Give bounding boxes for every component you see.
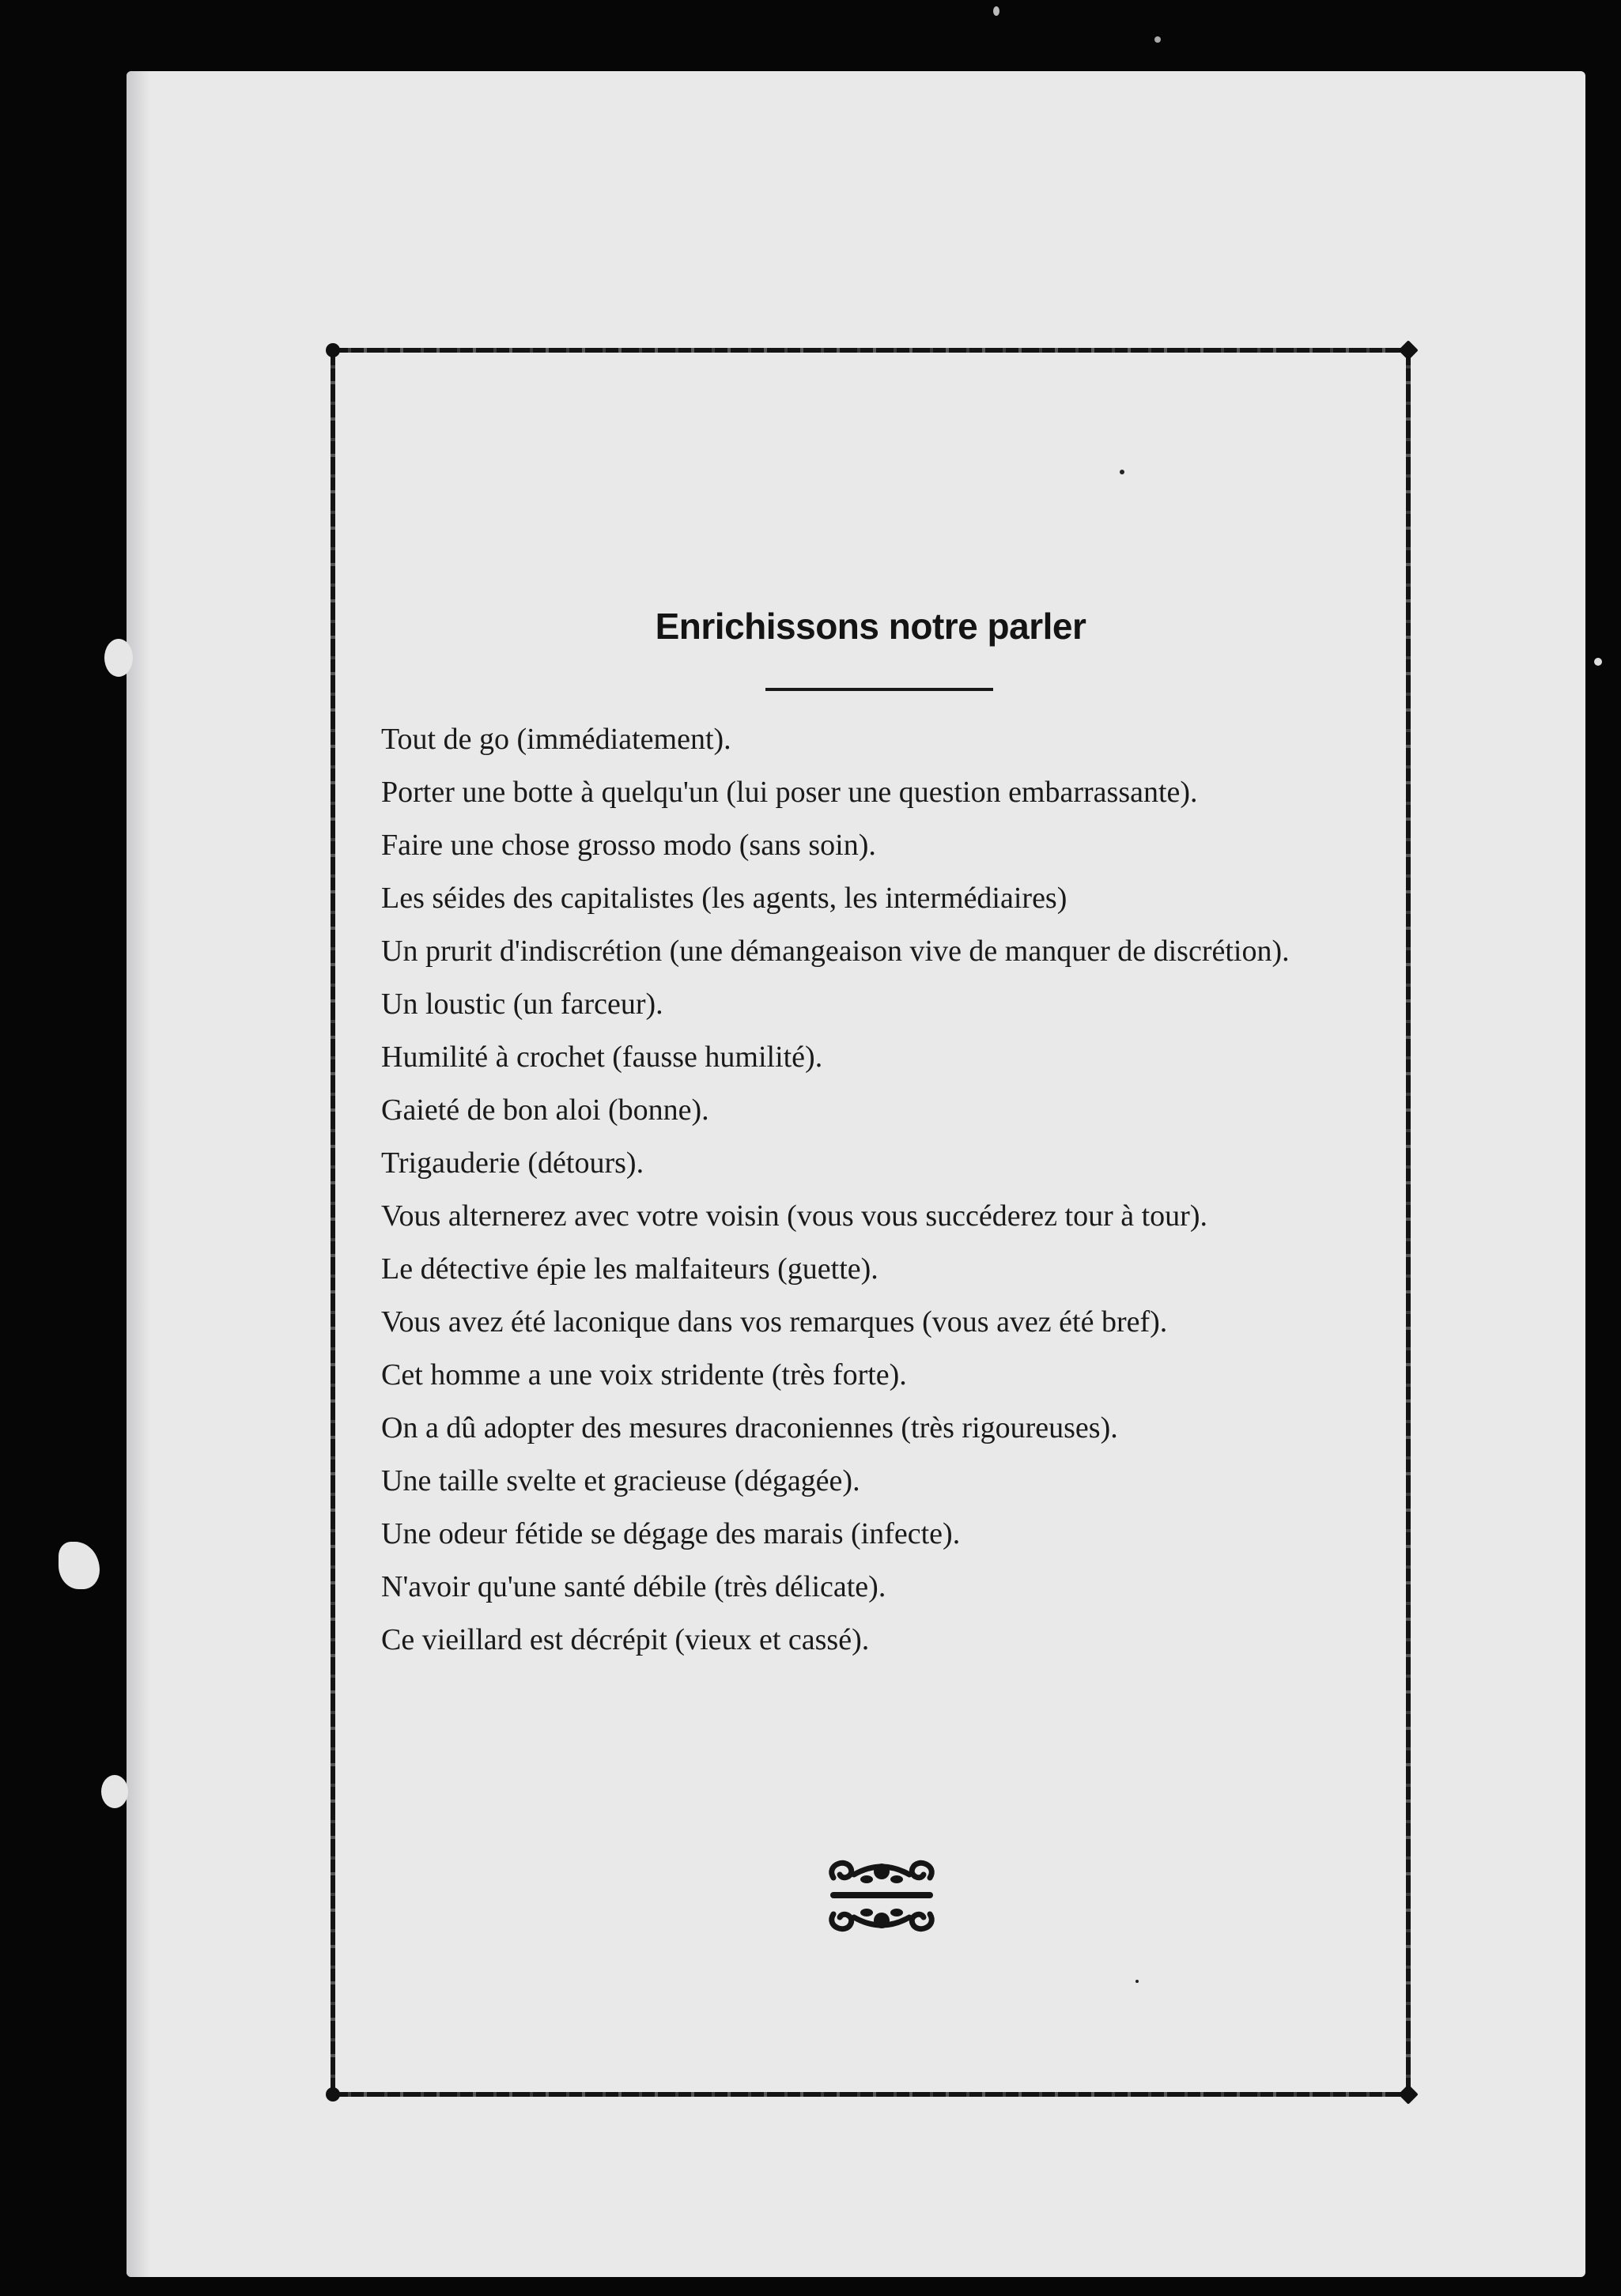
title-underline-rule xyxy=(765,688,993,691)
list-item: Une taille svelte et gracieuse (dégagée). xyxy=(381,1464,860,1497)
page-edge-speck xyxy=(104,639,133,677)
ink-speck xyxy=(993,6,999,16)
ink-speck xyxy=(1594,658,1602,666)
border-bottom xyxy=(331,2092,1411,2097)
page-edge-shadow xyxy=(127,71,150,2277)
ink-speck xyxy=(1120,470,1124,474)
ink-speck xyxy=(1154,36,1161,43)
list-item: Faire une chose grosso modo (sans soin). xyxy=(381,829,876,862)
corner-ornament xyxy=(326,2087,340,2102)
vocabulary-list xyxy=(381,721,1389,1675)
list-item: Le détective épie les malfaiteurs (guette). xyxy=(381,1252,879,1286)
page-title: Enrichissons notre parler xyxy=(655,606,1086,647)
list-item: Une odeur fétide se dégage des marais (infecte). xyxy=(381,1517,961,1550)
list-item: On a dû adopter des mesures draconiennes (très rigoureuses). xyxy=(381,1411,1118,1444)
list-item: Gaieté de bon aloi (bonne). xyxy=(381,1093,709,1127)
floral-tailpiece-icon xyxy=(822,1854,941,1938)
list-item: Tout de go (immédiatement). xyxy=(381,723,731,756)
list-item: Cet homme a une voix stridente (très forte). xyxy=(381,1358,907,1392)
list-item: Humilité à crochet (fausse humilité). xyxy=(381,1040,823,1074)
list-item: Un prurit d'indiscrétion (une démangeaison vive de manquer de discrétion). xyxy=(381,935,1290,968)
corner-ornament xyxy=(326,343,340,357)
list-item: Vous avez été laconique dans vos remarques (vous avez été bref). xyxy=(381,1305,1168,1339)
list-item: Porter une botte à quelqu'un (lui poser une question embarrassante). xyxy=(381,776,1198,809)
ink-speck xyxy=(1135,1980,1139,1983)
list-item: Les séides des capitalistes (les agents, les intermédiaires) xyxy=(381,882,1067,915)
list-item: N'avoir qu'une santé débile (très délicate). xyxy=(381,1570,886,1603)
border-top xyxy=(331,348,1411,353)
page-edge-speck xyxy=(59,1542,100,1589)
list-item: Trigauderie (détours). xyxy=(381,1146,644,1180)
page-edge-speck xyxy=(101,1775,128,1808)
list-item: Vous alternerez avec votre voisin (vous vous succéderez tour à tour). xyxy=(381,1199,1207,1233)
list-item: Un loustic (un farceur). xyxy=(381,988,663,1021)
list-item: Ce vieillard est décrépit (vieux et cassé). xyxy=(381,1623,870,1656)
